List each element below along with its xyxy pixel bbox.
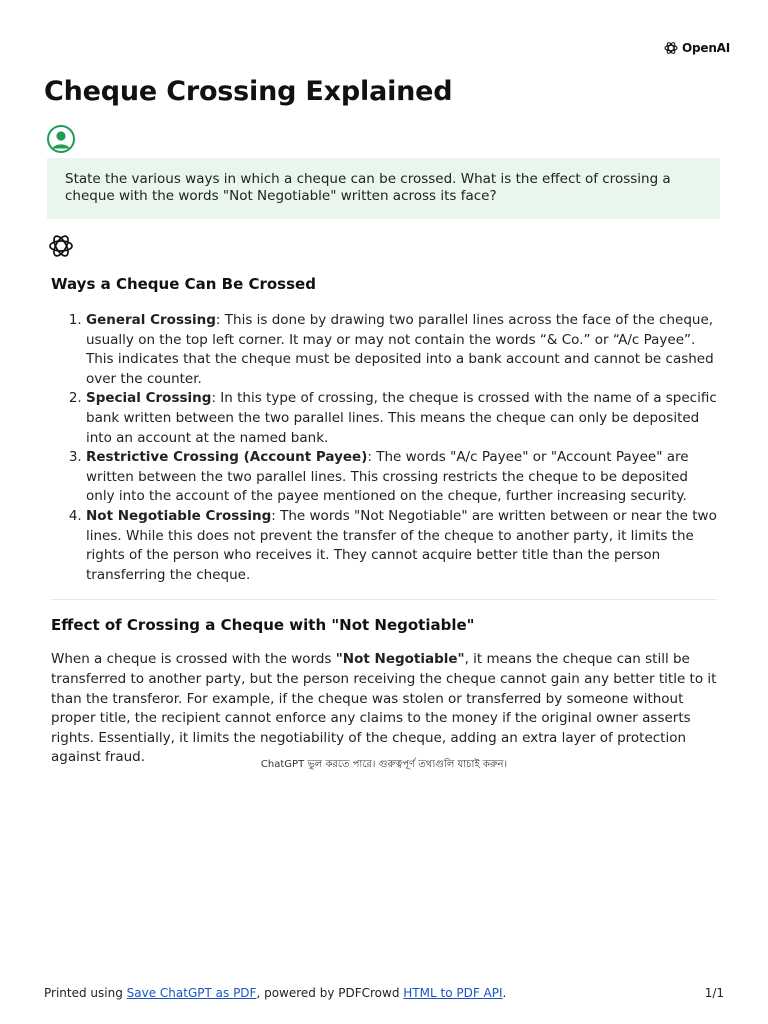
list-item-title: Restrictive Crossing (Account Payee) xyxy=(86,449,368,466)
list-item-title: Special Crossing xyxy=(86,390,212,407)
chatgpt-logo-icon xyxy=(47,232,75,260)
list-item-text: : The words "A/c Payee" or "Account Payee" are written between the two parallel lines. This crossing restricts the cheque to be deposited only into the account of the payee mentioned on the cheque, further increasing security. xyxy=(86,449,689,505)
html-to-pdf-api-link[interactable]: HTML to PDF API xyxy=(403,986,503,1000)
list-item-text: : This is done by drawing two parallel lines across the face of the cheque, usually on the top left corner. It may or may not contain the words “& Co.” or “A/c Payee”. This indicates that the cheque must be deposited into a bank account and cannot be cashed over the counter. xyxy=(86,312,714,387)
footer-printed-using: Printed using xyxy=(44,986,127,1000)
effect-bold: "Not Negotiable" xyxy=(335,651,465,668)
list-item-title: Not Negotiable Crossing xyxy=(86,507,272,524)
effect-rest: , it means the cheque can still be transferred to another party, but the person receiving the cheque cannot gain any better title to it than the transferor. For example, if the cheque was stolen or transferred by someone without proper title, the recipient cannot enforce any claims to the money if the original owner asserts rights. Essentially, it limits the negotiability of the cheque, adding an extra layer of protection against fraud. xyxy=(51,651,717,766)
crossing-types-list xyxy=(51,311,719,585)
section-divider xyxy=(51,599,717,600)
section-heading-effect: Effect of Crossing a Cheque with "Not Negotiable" xyxy=(51,616,475,635)
assistant-response xyxy=(51,272,719,768)
page-number: 1/1 xyxy=(704,986,724,1000)
list-item xyxy=(86,311,719,389)
list-item xyxy=(86,389,719,448)
footer xyxy=(44,986,724,1000)
user-avatar-icon xyxy=(46,124,76,154)
footer-powered-by: , powered by PDFCrowd xyxy=(256,986,404,1000)
openai-brand xyxy=(663,40,730,56)
list-item-title: General Crossing xyxy=(86,312,216,328)
openai-logo-icon xyxy=(663,40,679,56)
effect-paragraph xyxy=(51,650,719,768)
list-item xyxy=(86,448,719,507)
user-message: State the various ways in which a cheque can be crossed. What is the effect of crossing a cheque with the words "Not Negotiable" written across its face? xyxy=(47,158,720,219)
list-item xyxy=(86,507,719,585)
list-item-text: : In this type of crossing, the cheque is crossed with the name of a specific bank written between the two parallel lines. This means the cheque can only be deposited into an account at the named bank. xyxy=(86,390,717,446)
effect-intro: When a cheque is crossed with the words xyxy=(51,651,336,668)
section-heading-ways: Ways a Cheque Can Be Crossed xyxy=(51,275,316,293)
save-chatgpt-pdf-link[interactable]: Save ChatGPT as PDF xyxy=(126,986,257,1000)
footer-period: . xyxy=(502,986,507,1000)
page-title: Cheque Crossing Explained xyxy=(44,76,453,107)
disclaimer: ChatGPT ভুল করতে পারে। গুরুত্বপূর্ণ তথ্যগুলি যাচাই করুন। xyxy=(260,759,508,770)
list-item-text: : The words "Not Negotiable" are written between or near the two lines. While this does not prevent the transfer of the cheque to another party, it limits the rights of the person who receives it. They cannot acquire better title than the person transferring the cheque. xyxy=(86,507,717,583)
brand-name: OpenAI xyxy=(682,41,731,55)
